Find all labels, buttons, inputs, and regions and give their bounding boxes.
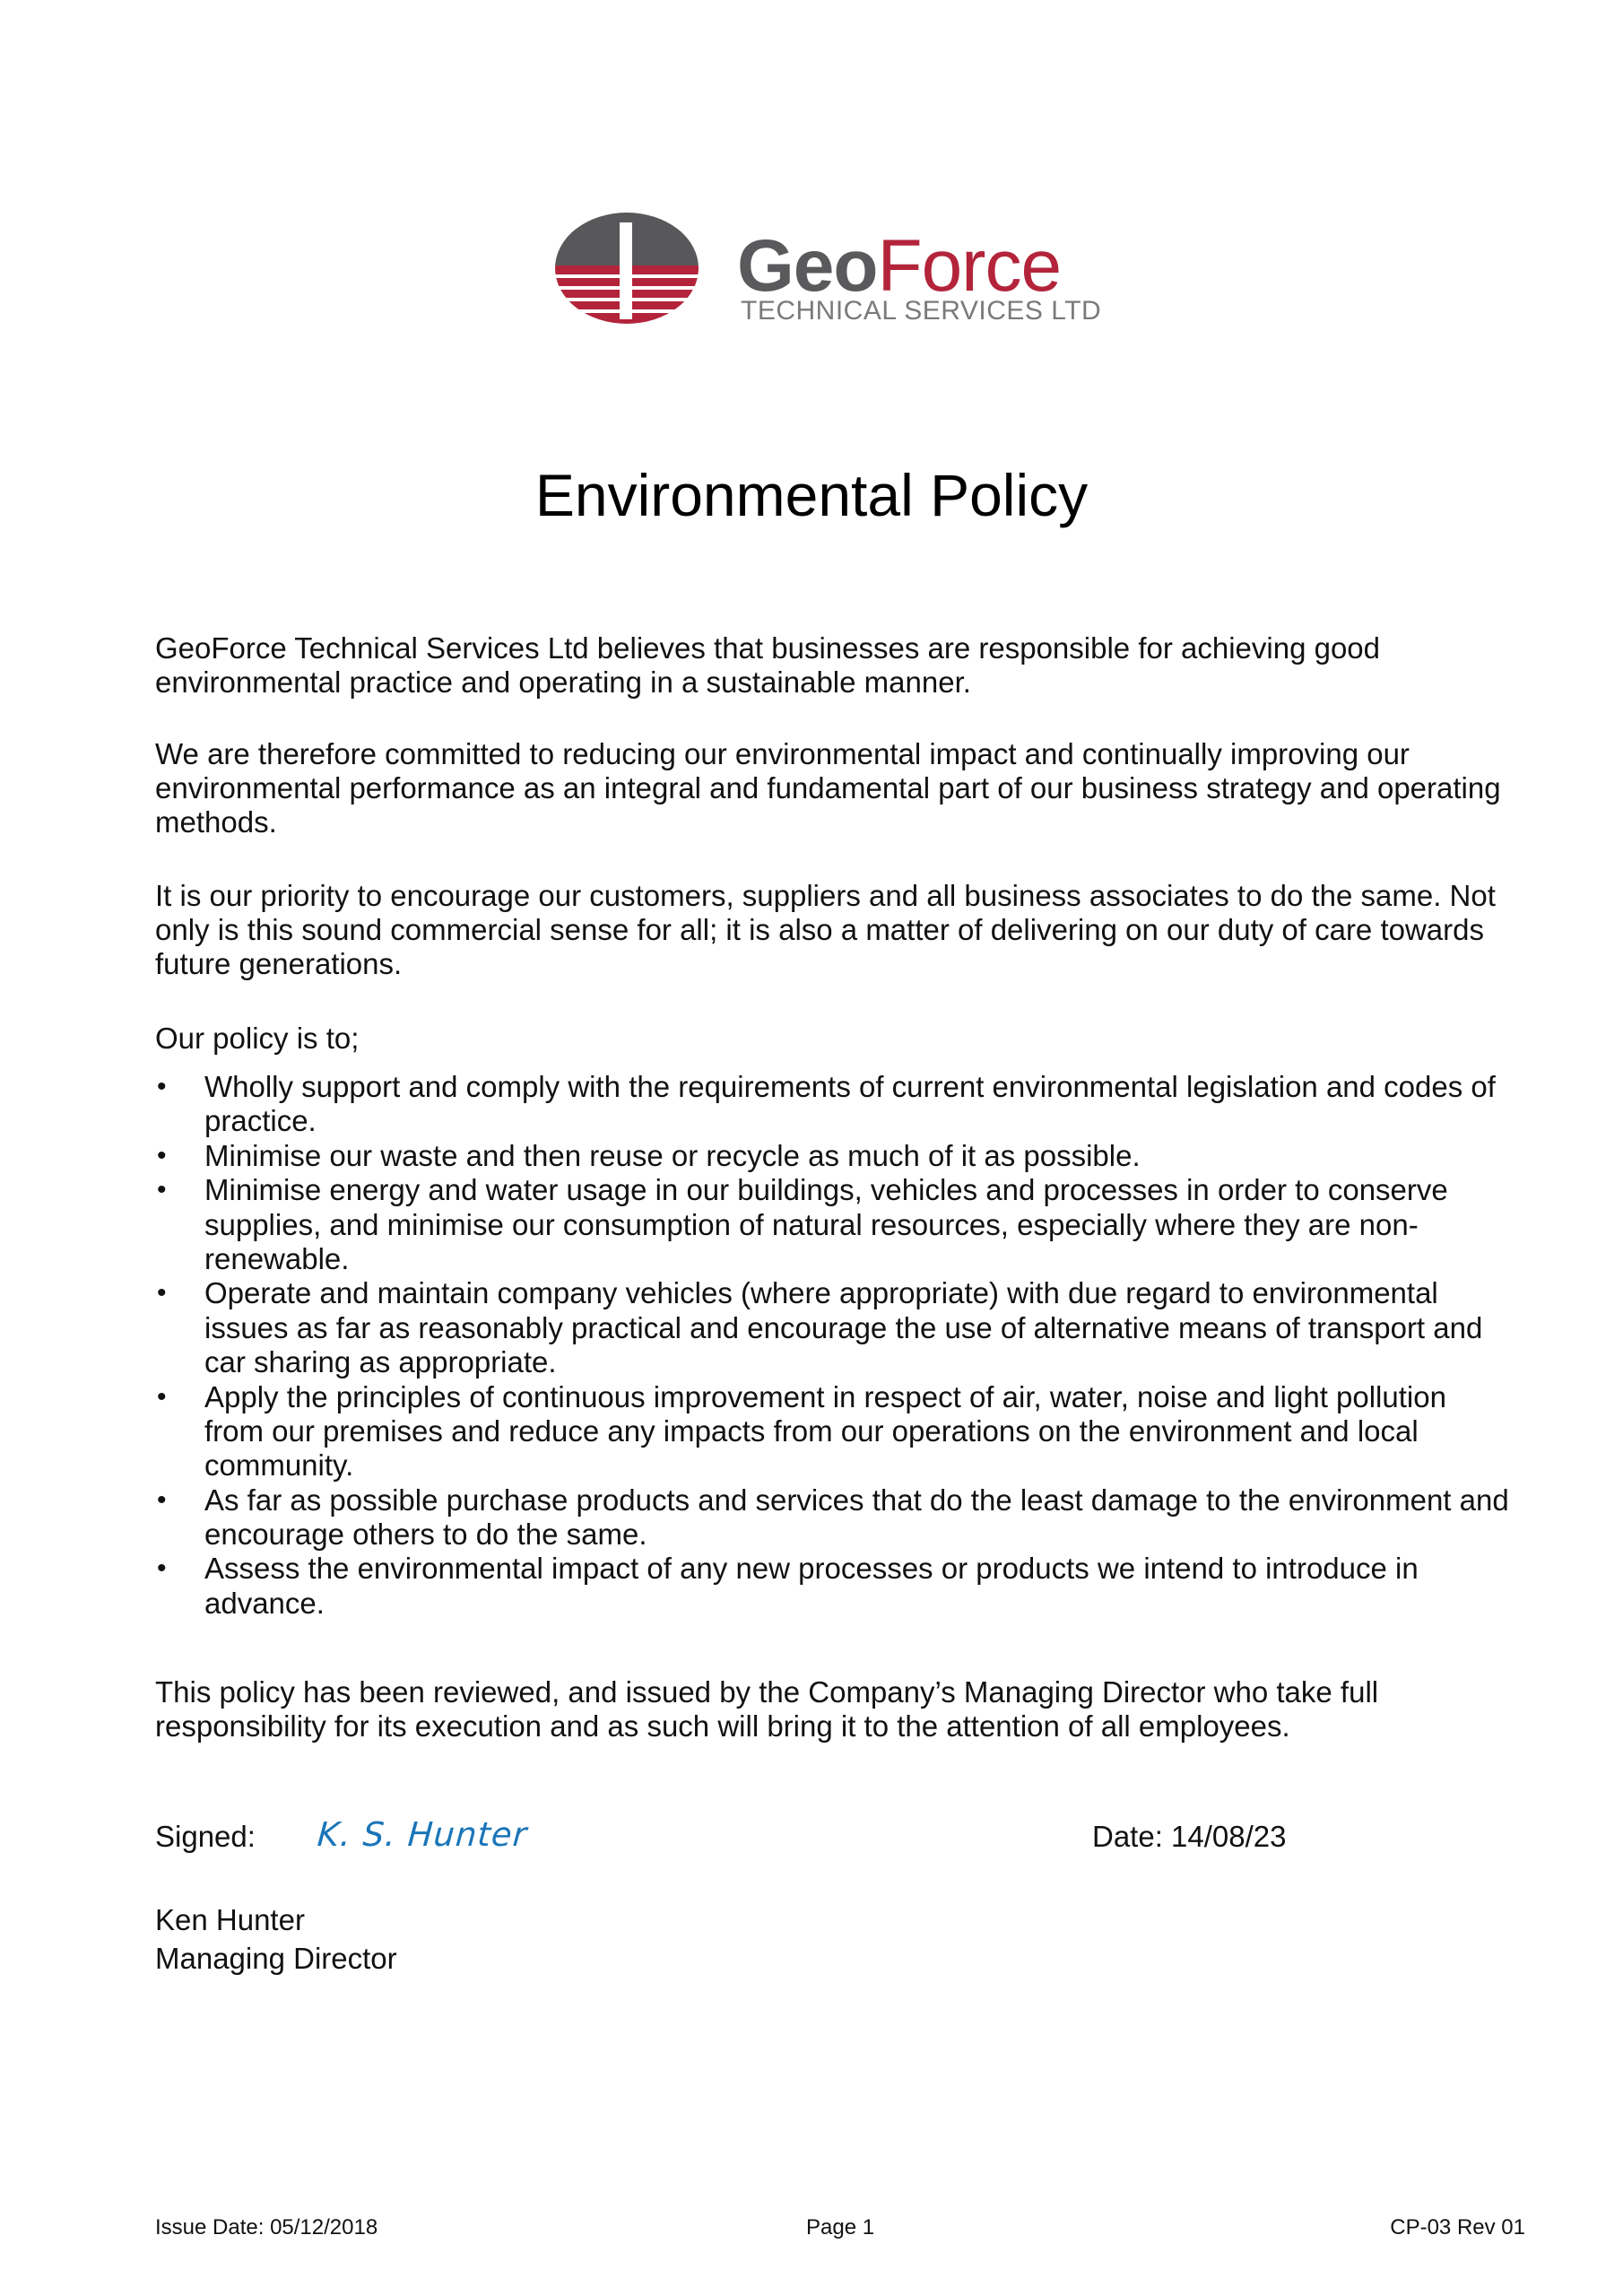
logo-subtitle: TECHNICAL SERVICES LTD <box>741 296 1102 326</box>
list-item <box>155 1070 1554 1139</box>
bullet-icon: • <box>157 1484 167 1515</box>
logo-word-force: Force <box>877 225 1062 307</box>
bullet-icon: • <box>157 1381 167 1412</box>
bullet-line: encourage others to do the same. <box>204 1518 647 1552</box>
list-item <box>155 1483 1554 1552</box>
signature-date: Date: 14/08/23 <box>1092 1820 1287 1853</box>
geoforce-logo-mark-icon <box>554 212 699 325</box>
list-item <box>155 1276 1554 1379</box>
bullet-icon: • <box>157 1072 167 1101</box>
bullet-line: renewable. <box>204 1241 350 1275</box>
bullet-line: Assess the environmental impact of any new processes or products we intend to introduce in <box>204 1552 1419 1586</box>
signature: K. S. Hunter <box>316 1815 529 1854</box>
footer-issue-date: Issue Date: 05/12/2018 <box>155 2215 378 2239</box>
list-item <box>155 1173 1554 1276</box>
bullet-line: supplies, and minimise our consumption of natural resources, especially where they are non- <box>204 1207 1419 1241</box>
signer-role: Managing Director <box>155 1942 397 1975</box>
policy-intro <box>155 1022 1554 1056</box>
signer-details <box>155 1900 397 1978</box>
bullet-icon: • <box>157 1175 167 1205</box>
bullet-line: Apply the principles of continuous improvement in respect of air, water, noise and light pollution <box>204 1379 1446 1413</box>
bullet-icon: • <box>157 1278 167 1309</box>
bullet-line: from our premises and reduce any impacts from our operations on the environment and local <box>204 1413 1419 1448</box>
bullet-line: Wholly support and comply with the requirements of current environmental legislation and codes of <box>204 1070 1496 1103</box>
paragraph-line: responsibility for its execution and as such will bring it to the attention of all employees. <box>155 1709 1290 1743</box>
paragraph-line: GeoForce Technical Services Ltd believes that businesses are responsible for achieving good <box>155 631 1381 665</box>
paragraph-line: We are therefore committed to reducing our environmental impact and continually improving our <box>155 737 1410 770</box>
paragraph-line: environmental performance as an integral and fundamental part of our business strategy and operating <box>155 771 1501 804</box>
page-footer <box>155 2215 1525 2240</box>
paragraph-line: It is our priority to encourage our customers, suppliers and all business associates to do the same. Not <box>155 879 1496 912</box>
bullet-line: community. <box>204 1448 354 1483</box>
list-item <box>155 1139 1554 1173</box>
priority-paragraph <box>155 879 1554 981</box>
bullet-line: practice. <box>204 1104 317 1138</box>
paragraph-line: Our policy is to; <box>155 1022 360 1055</box>
paragraph-line: future generations. <box>155 947 403 980</box>
bullet-line: car sharing as appropriate. <box>204 1345 557 1379</box>
page-title: Environmental Policy <box>534 462 1089 528</box>
closing-paragraph <box>155 1675 1554 1744</box>
bullet-line: Operate and maintain company vehicles (where appropriate) with due regard to environmental <box>204 1276 1438 1310</box>
bullet-line: issues as far as reasonably practical and encourage the use of alternative means of transport and <box>204 1310 1483 1344</box>
bullet-line: As far as possible purchase products and services that do the least damage to the environment and <box>204 1483 1509 1517</box>
signed-label: Signed: <box>155 1820 256 1853</box>
bullet-line: Minimise our waste and then reuse or recycle as much of it as possible. <box>204 1138 1141 1172</box>
bullet-icon: • <box>157 1140 167 1170</box>
bullet-line: advance. <box>204 1586 325 1620</box>
list-item <box>155 1380 1554 1483</box>
commitment-paragraph <box>155 737 1554 839</box>
footer-doc-ref: CP-03 Rev 01 <box>1390 2215 1525 2239</box>
list-item <box>155 1552 1554 1621</box>
paragraph-line: methods. <box>155 805 277 839</box>
bullet-line: Minimise energy and water usage in our buildings, vehicles and processes in order to conserve <box>204 1173 1448 1207</box>
footer-page-number: Page 1 <box>806 2215 875 2239</box>
logo-wordmark <box>737 225 1062 307</box>
policy-bullet-list <box>155 1070 1554 1621</box>
bullet-icon: • <box>157 1553 167 1584</box>
company-logo <box>554 212 1110 325</box>
signer-name: Ken Hunter <box>155 1903 305 1936</box>
logo-word-geo: Geo <box>737 225 878 307</box>
paragraph-line: This policy has been reviewed, and issued by the Company’s Managing Director who take full <box>155 1675 1379 1709</box>
paragraph-line: only is this sound commercial sense for all; it is also a matter of delivering on our duty of care towards <box>155 913 1485 946</box>
intro-paragraph <box>155 631 1554 700</box>
paragraph-line: environmental practice and operating in a sustainable manner. <box>155 665 971 699</box>
